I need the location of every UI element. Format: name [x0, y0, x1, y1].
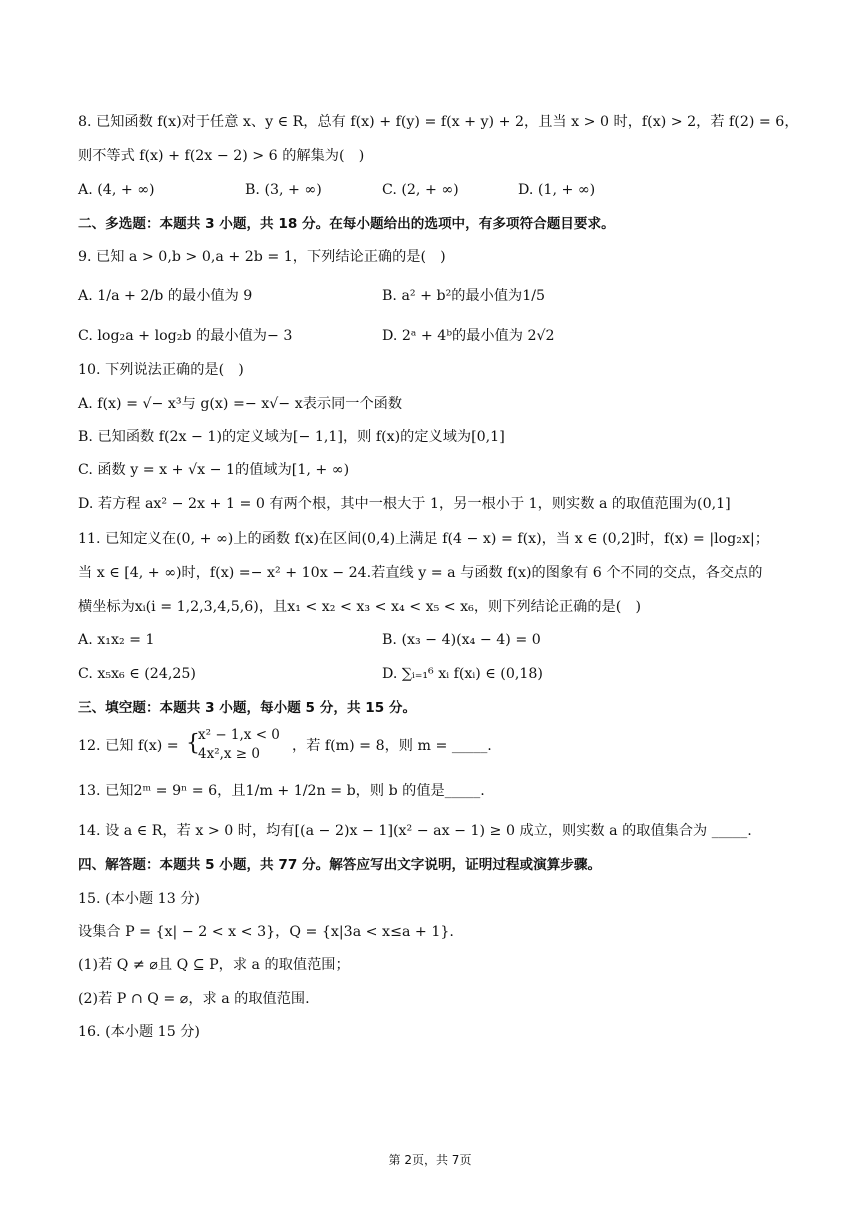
q9-option-a: A. 1/a + 2/b 的最小值为 9 [78, 288, 253, 304]
q11-line1: 11. 已知定义在(0, + ∞)上的函数 f(x)在区间(0,4)上满足 f(4 − x) = f(x)，当 x ∈ (0,2]时，f(x) = |log₂x|； [78, 531, 769, 547]
q12-case2: 4x²,x ≥ 0 [198, 746, 261, 762]
q10-stem: 10. 下列说法正确的是( ) [78, 362, 244, 378]
q14-text: 14. 设 a ∈ R，若 x > 0 时，均有[(a − 2)x − 1](x² − ax − 1) ≥ 0 成立，则实数 a 的取值集合为 _____. [78, 823, 752, 839]
q11-option-a: A. x₁x₂ = 1 [78, 632, 155, 648]
section-heading-fill-in: 三、填空题：本题共 3 小题，每小题 5 分，共 15 分。 [78, 700, 417, 716]
q11-line2: 当 x ∈ [4, + ∞)时，f(x) =− x² + 10x − 24.若直线 y = a 与函数 f(x)的图象有 6 个不同的交点，各交点的 [78, 565, 763, 581]
q12-prefix: 12. 已知 f(x) = [78, 738, 179, 754]
q8-option-d: D. (1, + ∞) [518, 182, 596, 198]
q10-option-b: B. 已知函数 f(2x − 1)的定义域为[− 1,1]，则 f(x)的定义域为[0,1] [78, 429, 505, 445]
q9-option-b: B. a² + b²的最小值为1/5 [382, 288, 546, 304]
q13-text: 13. 已知2ᵐ = 9ⁿ = 6，且1/m + 1/2n = b，则 b 的值是_____. [78, 783, 485, 799]
q15-part1: (1)若 Q ≠ ⌀且 Q ⊆ P，求 a 的取值范围； [78, 957, 350, 973]
section-heading-solutions: 四、解答题：本题共 5 小题，共 77 分。解答应写出文字说明，证明过程或演算步骤。 [78, 857, 602, 873]
q8-option-b: B. (3, + ∞) [245, 182, 322, 198]
q8-option-a: A. (4, + ∞) [78, 182, 155, 198]
q8-line1: 8. 已知函数 f(x)对于任意 x、y ∈ R，总有 f(x) + f(y) = f(x + y) + 2，且当 x > 0 时，f(x) > 2，若 f(2) = 6， [78, 114, 799, 130]
q12-suffix: ，若 f(m) = 8，则 m = _____. [292, 738, 492, 754]
q12-brace: { [186, 731, 200, 756]
q9-option-c: C. log₂a + log₂b 的最小值为− 3 [78, 328, 293, 344]
q11-option-b: B. (x₃ − 4)(x₄ − 4) = 0 [382, 632, 541, 648]
q12-case1: x² − 1,x < 0 [198, 727, 280, 743]
q8-option-c: C. (2, + ∞) [382, 182, 459, 198]
q10-option-a: A. f(x) = √− x³与 g(x) =− x√− x表示同一个函数 [78, 396, 403, 412]
q9-stem: 9. 已知 a > 0,b > 0,a + 2b = 1，下列结论正确的是( ) [78, 249, 446, 265]
q11-line3: 横坐标为xᵢ(i = 1,2,3,4,5,6)，且x₁ < x₂ < x₃ < x₄ < x₅ < x₆，则下列结论正确的是( ) [78, 599, 642, 615]
q10-option-d: D. 若方程 ax² − 2x + 1 = 0 有两个根，其中一根大于 1，另一根小于 1，则实数 a 的取值范围为(0,1] [78, 496, 731, 512]
q15-head: 15. (本小题 13 分) [78, 891, 200, 907]
q15-part2: (2)若 P ∩ Q = ⌀，求 a 的取值范围. [78, 991, 310, 1007]
q10-option-c: C. 函数 y = x + √x − 1的值域为[1, + ∞) [78, 462, 350, 478]
q9-option-d: D. 2ᵃ + 4ᵇ的最小值为 2√2 [382, 328, 555, 344]
q11-option-c: C. x₅x₆ ∈ (24,25) [78, 666, 196, 682]
q8-line2: 则不等式 f(x) + f(2x − 2) > 6 的解集为( ) [78, 148, 365, 164]
q15-line1: 设集合 P = {x| − 2 < x < 3}，Q = {x|3a < x≤a + 1}. [78, 924, 454, 940]
page-footer: 第 2页，共 7页 [388, 1153, 472, 1167]
q16-head: 16. (本小题 15 分) [78, 1024, 200, 1040]
q11-option-d: D. ∑ᵢ₌₁⁶ xᵢ f(xᵢ) ∈ (0,18) [382, 666, 543, 682]
section-heading-multiple-choice: 二、多选题：本题共 3 小题，共 18 分。在每小题给出的选项中，有多项符合题目要求。 [78, 216, 615, 232]
